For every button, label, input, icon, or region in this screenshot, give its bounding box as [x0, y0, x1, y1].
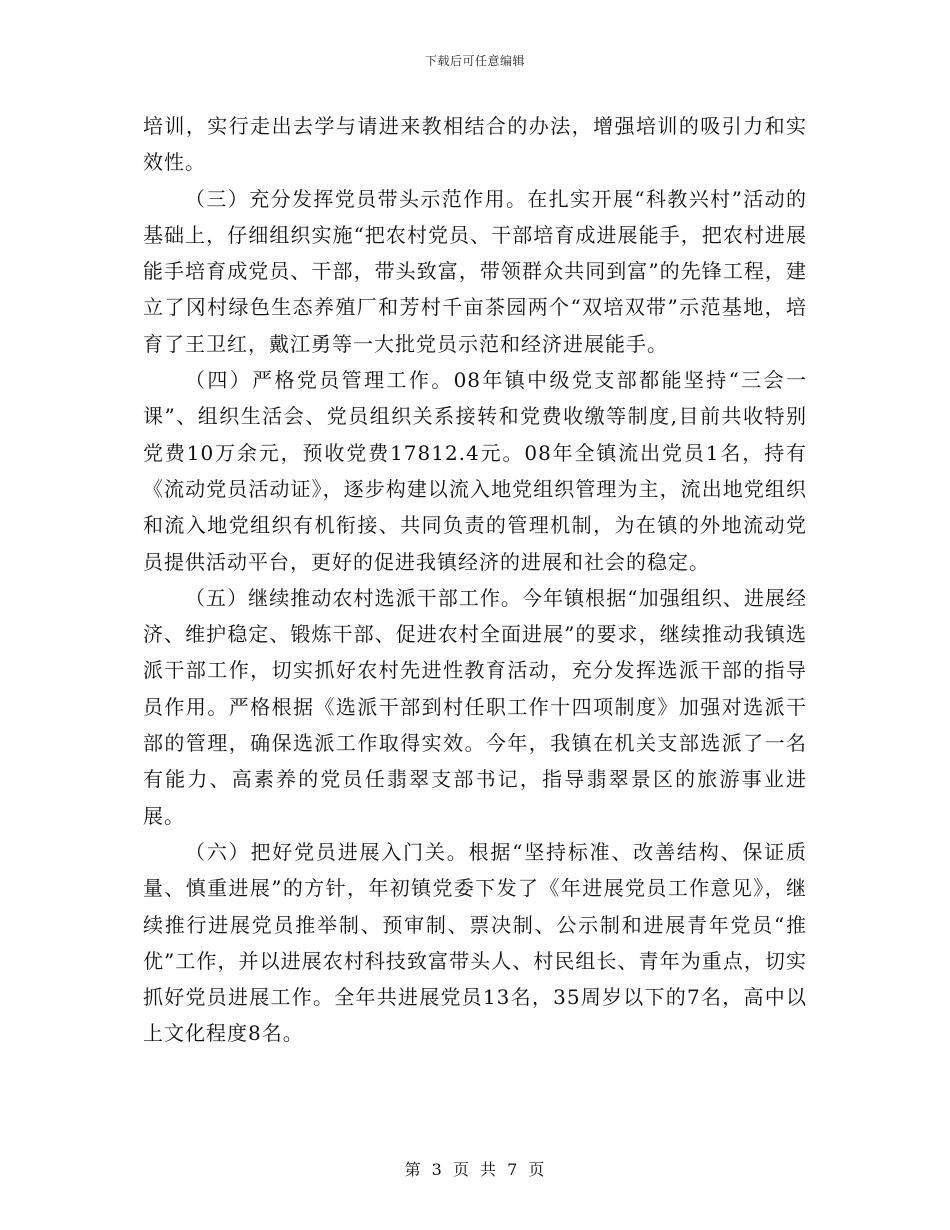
paragraph-section-5: （五）继续推动农村选派干部工作。今年镇根据“加强组织、进展经济、维护稳定、锻炼干部、促进农村全面进展”的要求，继续推动我镇选派干部工作，切实抓好农村先进性教育活动，充分发挥选派干部的指导员作用。严格根据《选派干部到村任职工作十四项制度》加强对选派干部的管理，确保选派工作取得实效。今年，我镇在机关支部选派了一名有能力、高素养的党员任翡翠支部书记，指导翡翠景区的旅游事业进展。 — [143, 585, 807, 828]
paragraph-section-3: （三）充分发挥党员带头示范作用。在扎实开展“科教兴村”活动的基础上，仔细组织实施“把农村党员、干部培育成进展能手，把农村进展能手培育成党员、干部，带头致富，带领群众共同到富”的先锋工程，建立了冈村绿色生态养殖厂和芳村千亩茶园两个“双培双带”示范基地，培育了王卫红，戴江勇等一大批党员示范和经济进展能手。 — [143, 186, 807, 356]
paragraph-section-6: （六）把好党员进展入门关。根据“坚持标准、改善结构、保证质量、慎重进展”的方针，年初镇党委下发了《年进展党员工作意见》，继续推行进展党员推举制、预审制、票决制、公示制和进展青年党员“推优”工作，并以进展农村科技致富带头人、村民组长、青年为重点，切实抓好党员进展工作。全年共进展党员13名，35周岁以下的7名，高中以上文化程度8名。 — [143, 839, 807, 1046]
paragraph-continuation: 培训，实行走出去学与请进来教相结合的办法，增强培训的吸引力和实效性。 — [143, 114, 807, 175]
page-header: 下载后可任意编辑 — [424, 54, 525, 68]
document-body — [143, 108, 807, 1052]
paragraph-section-4: （四）严格党员管理工作。08年镇中级党支部都能坚持“三会一课”、组织生活会、党员组织关系接转和党费收缴等制度,目前共收特别党费10万余元，预收党费17812.4元。08年全镇流出党员1名，持有《流动党员活动证》，逐步构建以流入地党组织管理为主，流出地党组织和流入地党组织有机衔接、共同负责的管理机制，为在镇的外地流动党员提供活动平台，更好的促进我镇经济的进展和社会的稳定。 — [143, 368, 807, 574]
page-number-footer: 第 3 页 共 7 页 — [404, 1160, 546, 1179]
